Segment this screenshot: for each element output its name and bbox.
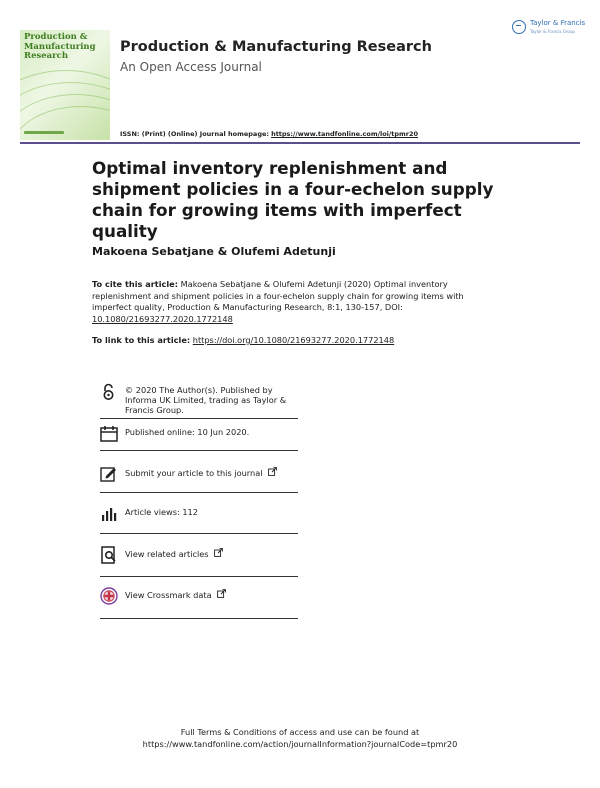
article-link-line [92, 335, 394, 345]
terms-footer-text: Full Terms & Conditions of access and use can be found at [180, 727, 420, 737]
journal-homepage-link[interactable]: https://www.tandfonline.com/loi/tpmr20 [271, 130, 419, 138]
article-title: Optimal inventory replenishment and shipment policies in a four-echelon supply chain for growing items with imperfect quality [92, 158, 494, 241]
article-doi-url[interactable]: https://doi.org/10.1080/21693277.2020.1772148 [192, 335, 395, 345]
info-divider [100, 450, 298, 451]
article-views-count: Article views: 112 [125, 507, 198, 517]
info-divider [100, 533, 298, 534]
journal-subtitle: An Open Access Journal [120, 60, 262, 74]
header-divider [20, 142, 580, 144]
related-articles-icon [100, 546, 118, 564]
terms-footer-url[interactable]: https://www.tandfonline.com/action/journalInformation?journalCode=tpmr20 [142, 738, 458, 749]
terms-footer [0, 727, 600, 750]
article-authors: Makoena Sebatjane & Olufemi Adetunji [92, 245, 336, 258]
related-articles-label: View related articles [125, 549, 209, 559]
issn-line [120, 130, 418, 138]
journal-title: Production & Manufacturing Research [120, 39, 432, 55]
external-link-icon [217, 589, 226, 598]
published-date: Published online: 10 Jun 2020. [125, 427, 250, 437]
info-divider [100, 576, 298, 577]
cover-title: Production & Manufacturing Research [24, 32, 96, 61]
publisher-logo[interactable] [512, 16, 584, 40]
publisher-logo-icon [512, 20, 526, 34]
external-link-icon [214, 548, 223, 557]
crossmark-icon [100, 587, 118, 605]
license-text: © 2020 The Author(s). Published by Informa UK Limited, trading as Taylor & Francis Group. [125, 385, 287, 415]
issn-label: ISSN: (Print) (Online) Journal homepage: [120, 130, 269, 138]
open-access-lock-icon [100, 383, 118, 401]
bar-chart-icon [100, 505, 118, 523]
citation-block [92, 279, 472, 325]
link-label: To link to this article: [92, 335, 191, 345]
info-divider [100, 418, 298, 419]
cite-label: To cite this article: [92, 279, 178, 289]
cite-doi-link[interactable]: 10.1080/21693277.2020.1772148 [92, 313, 233, 324]
crossmark-link[interactable] [125, 589, 300, 600]
external-link-icon [268, 467, 277, 476]
related-articles-link[interactable] [125, 548, 300, 559]
publisher-tagline: Taylor & Francis Group [530, 29, 575, 34]
publisher-name: Taylor & Francis [530, 19, 586, 27]
journal-cover-image [20, 30, 110, 140]
info-divider [100, 618, 298, 619]
submit-article-link[interactable] [125, 467, 300, 478]
cite-text: Makoena Sebatjane & Olufemi Adetunji (2020) Optimal inventory replenishment and shipment policies in a four-echelon supply chain for growing items with imperfect quality, Production & Manufacturing Research, 8:1, 130-157, DOI: [92, 279, 464, 313]
edit-icon [100, 465, 118, 483]
crossmark-label: View Crossmark data [125, 590, 212, 600]
calendar-icon [100, 425, 118, 443]
submit-article-label: Submit your article to this journal [125, 468, 263, 478]
cover-publisher-mark [24, 131, 64, 134]
info-divider [100, 492, 298, 493]
